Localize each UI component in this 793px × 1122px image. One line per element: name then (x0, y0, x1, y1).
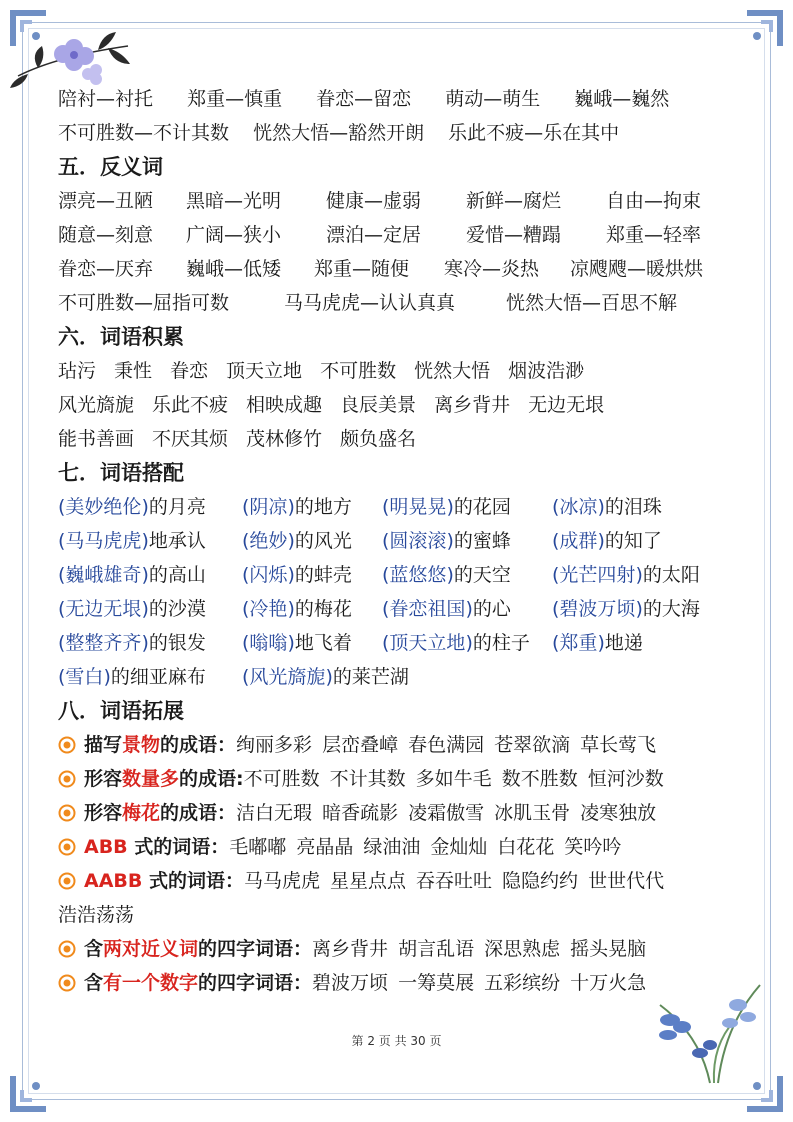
label-suffix: 的成语： (160, 734, 237, 756)
collocation-fill: 巍峨雄奇 (65, 564, 142, 586)
idiom: 数不胜数 (501, 768, 578, 790)
target-bullet-icon (58, 940, 76, 958)
label-highlight: ABB (84, 836, 128, 858)
word-pair: 凉飕飕—暖烘烘 (570, 258, 704, 280)
label-highlight: AABB (84, 870, 143, 892)
section-heading: 七．词语搭配 (58, 461, 184, 485)
extension-row (58, 762, 748, 796)
extension-words (236, 734, 666, 756)
word-pair: 黑暗—光明 (186, 190, 282, 212)
collocation-fill: 光芒四射 (559, 564, 636, 586)
word-pair: 巍峨—巍然 (574, 88, 670, 110)
extension-row (58, 864, 748, 898)
idiom: 恒河沙数 (587, 768, 664, 790)
collocation-fill: 闪烁 (249, 564, 288, 586)
collocation-phrase: (蓝悠悠)的天空 (382, 564, 511, 586)
word-pair: 马马虎虎—认认真真 (284, 292, 456, 314)
vocab-word: 顶天立地 (226, 360, 303, 382)
collocation-phrase: (阴凉)的地方 (242, 496, 352, 518)
word-pair: 恍然大悟—豁然开朗 (253, 122, 425, 144)
idiom: 马马虎虎 (244, 870, 321, 892)
extension-row (58, 966, 748, 1000)
idiom: 隐隐约约 (502, 870, 579, 892)
word-pair: 自由—拘束 (606, 190, 702, 212)
collocation-noun: 的沙漠 (148, 598, 206, 620)
section-heading: 六．词语积累 (58, 325, 184, 349)
word-pair: 郑重—随便 (314, 258, 410, 280)
collocation-row (58, 558, 748, 592)
label-prefix: 形容 (84, 802, 123, 824)
word-pair: 乐此不疲—乐在其中 (448, 122, 620, 144)
collocation-fill: 眷恋祖国 (389, 598, 466, 620)
idiom: 胡言乱语 (398, 938, 475, 960)
collocation-phrase: (美妙绝伦)的月亮 (58, 496, 206, 518)
collocation-noun: 的泪珠 (604, 496, 662, 518)
vocab-word: 不厌其烦 (152, 428, 229, 450)
collocation-fill: 成群 (559, 530, 598, 552)
extension-words (244, 870, 674, 892)
collocation-phrase: (嗡嗡)地飞着 (242, 632, 352, 654)
collocation-fill: 冰凉 (559, 496, 598, 518)
vocab-word: 玷污 (58, 360, 97, 382)
idiom: 世世代代 (588, 870, 665, 892)
extension-words (229, 836, 631, 858)
vocab-word: 烟波浩渺 (508, 360, 585, 382)
idiom: 暗香疏影 (322, 802, 399, 824)
label-prefix: 含 (84, 938, 104, 960)
idiom: 凌寒独放 (580, 802, 657, 824)
vocab-word: 良辰美景 (340, 394, 417, 416)
collocation-phrase: (光芒四射)的太阳 (552, 564, 700, 586)
word-pair: 漂亮—丑陋 (58, 190, 154, 212)
target-bullet-icon (58, 872, 76, 890)
word-pair: 寒冷—炎热 (444, 258, 540, 280)
idiom: 层峦叠嶂 (322, 734, 399, 756)
label-suffix: 的成语: (179, 768, 244, 790)
corner-ornament-icon (743, 6, 787, 50)
vocab-word: 相映成趣 (246, 394, 323, 416)
word-pair: 广阔—狭小 (186, 224, 282, 246)
collocation-noun: 的蚌壳 (294, 564, 352, 586)
extension-label (84, 938, 312, 960)
collocation-fill: 明晃晃 (389, 496, 447, 518)
collocation-phrase: (碧波万顷)的大海 (552, 598, 700, 620)
antonym-row (58, 252, 748, 286)
collocation-fill: 嗡嗡 (249, 632, 288, 654)
collocation-fill: 无边无垠 (65, 598, 142, 620)
label-suffix: 的四字词语： (198, 938, 313, 960)
collocation-noun: 的花园 (453, 496, 511, 518)
extension-overflow-line: 浩浩荡荡 (58, 904, 135, 926)
vocab-row (58, 354, 748, 388)
collocation-phrase: (顶天立地)的柱子 (382, 632, 530, 654)
idiom: 碧波万顷 (312, 972, 389, 994)
vocab-word: 恍然大悟 (414, 360, 491, 382)
label-highlight: 梅花 (122, 802, 161, 824)
word-pair: 眷恋—留恋 (316, 88, 412, 110)
page-number: 第 2 页 共 30 页 (351, 1034, 442, 1048)
idiom: 冰肌玉骨 (494, 802, 571, 824)
idiom: 亮晶晶 (296, 836, 354, 858)
extension-row (58, 796, 748, 830)
corner-ornament-icon (6, 1072, 50, 1116)
collocation-noun: 的细亚麻布 (110, 666, 206, 688)
collocation-fill: 郑重 (559, 632, 598, 654)
word-pair: 爱惜—糟蹋 (466, 224, 562, 246)
word-pair: 新鲜—腐烂 (466, 190, 562, 212)
idiom: 洁白无瑕 (236, 802, 313, 824)
collocation-phrase: (风光旖旎)的莱芒湖 (242, 666, 409, 688)
idiom: 一筹莫展 (398, 972, 475, 994)
collocation-row (58, 626, 748, 660)
vocab-word: 风光旖旎 (58, 394, 135, 416)
collocation-noun: 的风光 (294, 530, 352, 552)
idiom: 金灿灿 (430, 836, 488, 858)
vocab-word: 离乡背井 (434, 394, 511, 416)
label-highlight: 数量多 (122, 768, 180, 790)
collocation-noun: 的大海 (642, 598, 700, 620)
collocation-phrase: (绝妙)的风光 (242, 530, 352, 552)
vocab-word: 乐此不疲 (152, 394, 229, 416)
word-pair: 恍然大悟—百思不解 (506, 292, 678, 314)
idiom: 多如牛毛 (415, 768, 492, 790)
collocation-row (58, 524, 748, 558)
collocation-fill: 整整齐齐 (65, 632, 142, 654)
label-prefix: 形容 (84, 768, 123, 790)
collocation-phrase: (冷艳)的梅花 (242, 598, 352, 620)
collocation-noun: 地承认 (148, 530, 206, 552)
label-suffix: 的成语： (160, 802, 237, 824)
word-pair: 郑重—慎重 (187, 88, 283, 110)
word-pair: 不可胜数—不计其数 (58, 122, 230, 144)
idiom: 吞吞吐吐 (416, 870, 493, 892)
synonym-row (58, 82, 748, 116)
word-pair: 眷恋—厌弃 (58, 258, 154, 280)
collocation-noun: 的心 (472, 598, 511, 620)
vocab-word: 秉性 (114, 360, 153, 382)
collocation-noun: 的高山 (148, 564, 206, 586)
extension-words (244, 768, 674, 790)
target-bullet-icon (58, 736, 76, 754)
label-suffix: 的四字词语： (198, 972, 313, 994)
antonym-row (58, 184, 748, 218)
collocation-fill: 绝妙 (249, 530, 288, 552)
word-pair: 巍峨—低矮 (186, 258, 282, 280)
section-heading: 五．反义词 (58, 155, 163, 179)
collocation-phrase: (巍峨雄奇)的高山 (58, 564, 206, 586)
word-pair: 随意—刻意 (58, 224, 154, 246)
vocab-row (58, 388, 748, 422)
extension-words (312, 972, 656, 994)
antonym-row (58, 218, 748, 252)
extension-label (84, 802, 236, 824)
vocab-row (58, 422, 748, 456)
collocation-fill: 风光旖旎 (249, 666, 326, 688)
collocation-noun: 地递 (604, 632, 643, 654)
collocation-row (58, 490, 748, 524)
word-pair: 郑重—轻率 (606, 224, 702, 246)
collocation-fill: 蓝悠悠 (389, 564, 447, 586)
label-suffix: 式的词语： (127, 836, 230, 858)
collocation-fill: 碧波万顷 (559, 598, 636, 620)
idiom: 春色满园 (408, 734, 485, 756)
vocab-word: 无边无垠 (528, 394, 605, 416)
collocation-phrase: (明晃晃)的花园 (382, 496, 511, 518)
antonym-row (58, 286, 748, 320)
target-bullet-icon (58, 838, 76, 856)
word-pair: 不可胜数—屈指可数 (58, 292, 230, 314)
collocation-phrase: (冰凉)的泪珠 (552, 496, 662, 518)
collocation-phrase: (马马虎虎)地承认 (58, 530, 206, 552)
idiom: 绿油油 (363, 836, 421, 858)
idiom: 苍翠欲滴 (494, 734, 571, 756)
synonym-row (58, 116, 748, 150)
idiom: 十万火急 (570, 972, 647, 994)
word-pair: 萌动—萌生 (445, 88, 541, 110)
vocab-word: 眷恋 (170, 360, 209, 382)
collocation-fill: 阴凉 (249, 496, 288, 518)
idiom: 凌霜傲雪 (408, 802, 485, 824)
vocab-word: 不可胜数 (320, 360, 397, 382)
vocab-word: 能书善画 (58, 428, 135, 450)
collocation-noun: 的蜜蜂 (453, 530, 511, 552)
vocab-word: 茂林修竹 (246, 428, 323, 450)
target-bullet-icon (58, 974, 76, 992)
idiom: 草长莺飞 (580, 734, 657, 756)
collocation-phrase: (圆滚滚)的蜜蜂 (382, 530, 511, 552)
idiom: 星星点点 (330, 870, 407, 892)
idiom: 摇头晃脑 (570, 938, 647, 960)
collocation-phrase: (郑重)地递 (552, 632, 643, 654)
extension-row (58, 830, 748, 864)
idiom: 白花花 (497, 836, 555, 858)
collocation-fill: 冷艳 (249, 598, 288, 620)
collocation-phrase: (闪烁)的蚌壳 (242, 564, 352, 586)
collocation-phrase: (雪白)的细亚麻布 (58, 666, 206, 688)
collocation-phrase: (整整齐齐)的银发 (58, 632, 206, 654)
label-highlight: 景物 (122, 734, 161, 756)
extension-words (312, 938, 656, 960)
word-pair: 漂泊—定居 (326, 224, 422, 246)
collocation-phrase: (成群)的知了 (552, 530, 662, 552)
collocation-block (58, 490, 748, 694)
extension-label (84, 734, 236, 756)
extension-label (84, 768, 244, 790)
target-bullet-icon (58, 804, 76, 822)
word-pair: 健康—虚弱 (326, 190, 422, 212)
collocation-fill: 美妙绝伦 (65, 496, 142, 518)
collocation-fill: 圆滚滚 (389, 530, 447, 552)
collocation-noun: 的知了 (604, 530, 662, 552)
collocation-fill: 马马虎虎 (65, 530, 142, 552)
collocation-noun: 的天空 (453, 564, 511, 586)
extension-row (58, 932, 748, 966)
collocation-noun: 的莱芒湖 (332, 666, 409, 688)
extension-row (58, 728, 748, 762)
idiom: 不可胜数 (243, 768, 320, 790)
collocation-fill: 雪白 (65, 666, 104, 688)
collocation-noun: 地飞着 (294, 632, 352, 654)
extension-block (58, 728, 748, 1000)
section-heading: 八．词语拓展 (58, 699, 184, 723)
collocation-noun: 的柱子 (472, 632, 530, 654)
idiom: 不计其数 (329, 768, 406, 790)
vocab-word: 颇负盛名 (340, 428, 417, 450)
label-prefix: 描写 (84, 734, 123, 756)
extension-label (84, 870, 244, 892)
collocation-noun: 的地方 (294, 496, 352, 518)
word-pair: 陪衬—衬托 (58, 88, 154, 110)
idiom: 绚丽多彩 (236, 734, 313, 756)
collocation-fill: 顶天立地 (389, 632, 466, 654)
collocation-row (58, 660, 748, 694)
label-prefix: 含 (84, 972, 104, 994)
label-suffix: 式的词语： (142, 870, 244, 892)
page-content (58, 82, 748, 1000)
idiom: 深思熟虑 (484, 938, 561, 960)
collocation-noun: 的银发 (148, 632, 206, 654)
collocation-noun: 的月亮 (148, 496, 206, 518)
idiom: 毛嘟嘟 (229, 836, 287, 858)
collocation-noun: 的太阳 (642, 564, 700, 586)
extension-words (236, 802, 666, 824)
collocation-phrase: (无边无垠)的沙漠 (58, 598, 206, 620)
label-highlight: 两对近义词 (103, 938, 199, 960)
collocation-row (58, 592, 748, 626)
idiom: 五彩缤纷 (484, 972, 561, 994)
extension-label (84, 972, 312, 994)
idiom: 笑吟吟 (564, 836, 622, 858)
target-bullet-icon (58, 770, 76, 788)
idiom: 离乡背井 (312, 938, 389, 960)
label-highlight: 有一个数字 (103, 972, 199, 994)
extension-label (84, 836, 229, 858)
collocation-noun: 的梅花 (294, 598, 352, 620)
collocation-phrase: (眷恋祖国)的心 (382, 598, 511, 620)
